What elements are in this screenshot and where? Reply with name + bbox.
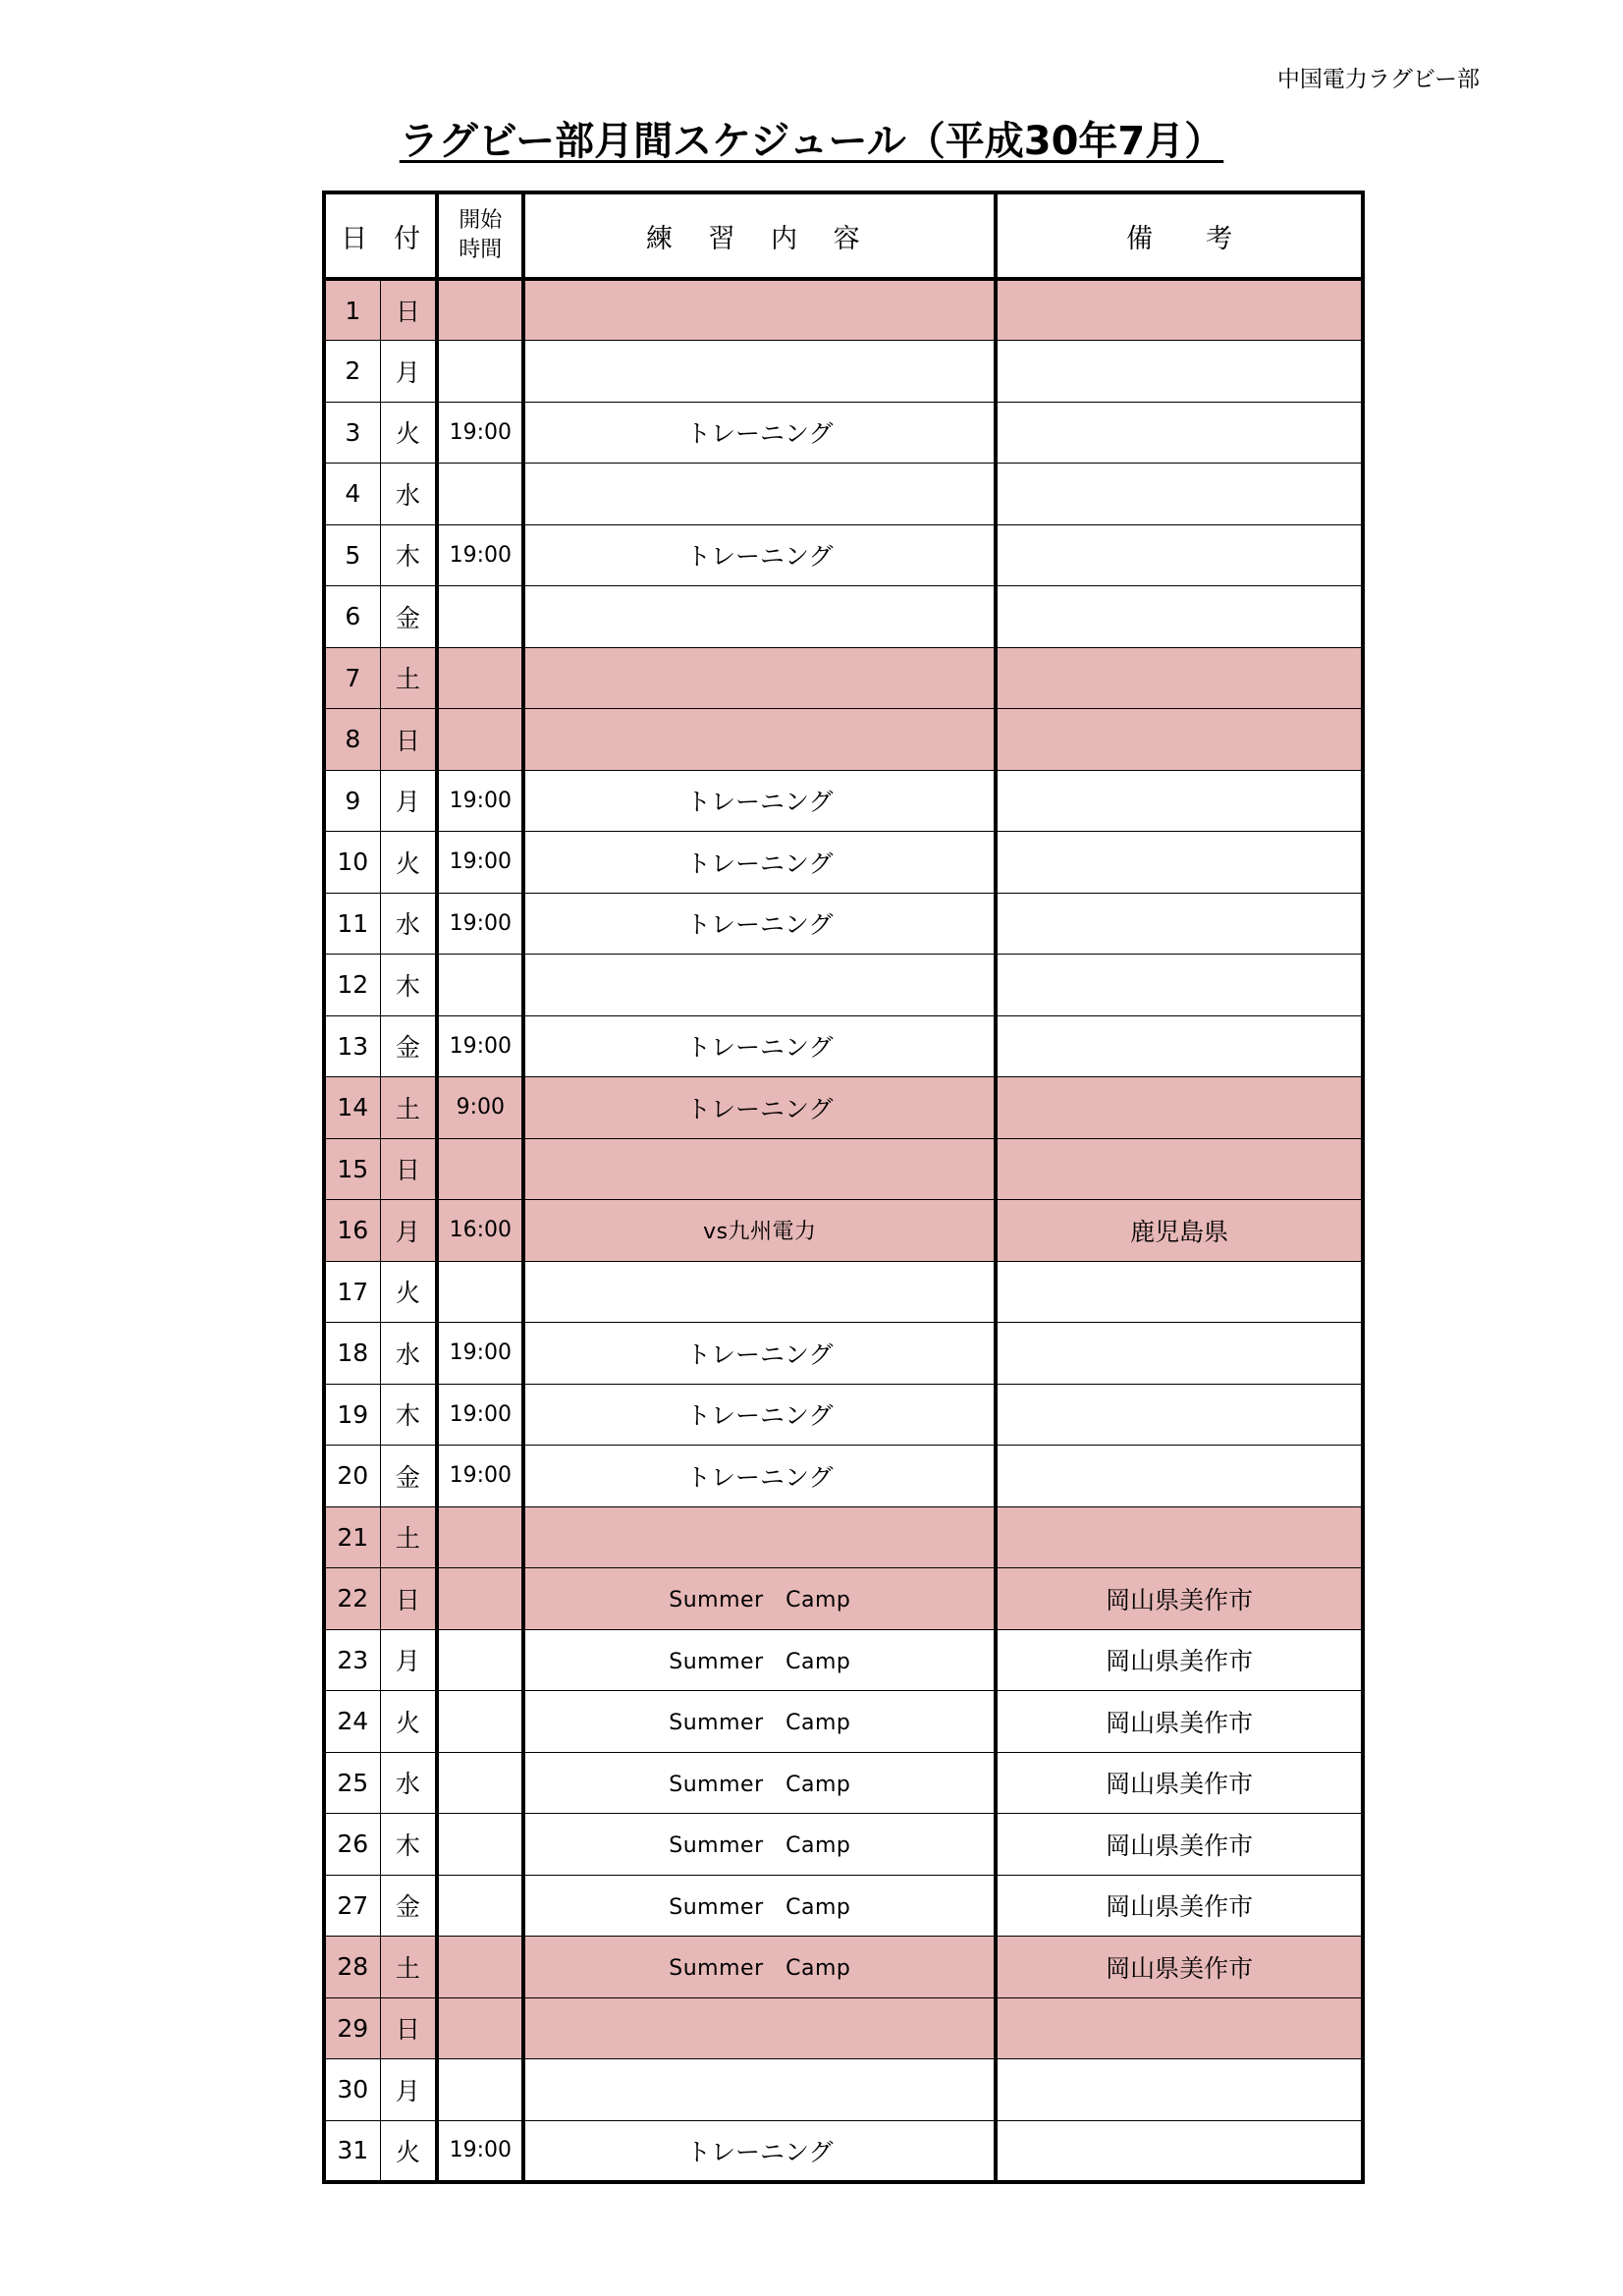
start-time-cell: 19:00: [437, 832, 523, 894]
table-row: [324, 1629, 1363, 1691]
content-cell: [523, 1138, 996, 1200]
note-cell: [996, 341, 1363, 403]
table-row: [324, 893, 1363, 955]
table-row: [324, 1691, 1363, 1753]
table-row: [324, 832, 1363, 894]
start-time-cell: 19:00: [437, 524, 523, 586]
start-time-cell: 19:00: [437, 770, 523, 832]
header-content: [523, 192, 996, 279]
note-cell: [996, 2059, 1363, 2121]
table-row: [324, 464, 1363, 525]
day-cell: 18: [324, 1323, 380, 1385]
day-cell: 9: [324, 770, 380, 832]
start-time-cell: [437, 1937, 523, 1998]
day-cell: 27: [324, 1875, 380, 1937]
day-cell: 25: [324, 1752, 380, 1814]
weekday-cell: 土: [380, 1506, 437, 1568]
header-date: 日 付: [324, 192, 437, 279]
day-cell: 20: [324, 1446, 380, 1507]
day-cell: 5: [324, 524, 380, 586]
table-row: [324, 770, 1363, 832]
start-time-cell: [437, 1138, 523, 1200]
weekday-cell: 月: [380, 341, 437, 403]
table-row: [324, 1752, 1363, 1814]
weekday-cell: 金: [380, 1875, 437, 1937]
header-content-label: 練 習 内 容: [645, 223, 874, 254]
content-cell: トレーニング: [523, 524, 996, 586]
table-row: [324, 402, 1363, 464]
day-cell: 30: [324, 2059, 380, 2121]
table-row: [324, 524, 1363, 586]
weekday-cell: 木: [380, 1814, 437, 1876]
content-cell: Summer Camp: [523, 1691, 996, 1753]
content-cell: [523, 647, 996, 709]
table-row: [324, 1261, 1363, 1323]
note-cell: [996, 1997, 1363, 2059]
content-cell: [523, 586, 996, 648]
note-cell: [996, 893, 1363, 955]
content-cell: vs九州電力: [523, 1200, 996, 1262]
organization-name: 中国電力ラグビー部: [1276, 67, 1480, 92]
weekday-cell: 水: [380, 464, 437, 525]
weekday-cell: 火: [380, 402, 437, 464]
start-time-cell: [437, 586, 523, 648]
content-cell: トレーニング: [523, 402, 996, 464]
weekday-cell: 火: [380, 832, 437, 894]
content-cell: [523, 464, 996, 525]
day-cell: 15: [324, 1138, 380, 1200]
content-cell: トレーニング: [523, 1384, 996, 1446]
note-cell: [996, 586, 1363, 648]
note-cell: [996, 1506, 1363, 1568]
start-time-cell: [437, 1568, 523, 1630]
note-cell: 岡山県美作市: [996, 1875, 1363, 1937]
note-cell: [996, 2120, 1363, 2182]
table-row: [324, 2120, 1363, 2182]
header-start-time-line1: 開始: [459, 208, 503, 233]
content-cell: Summer Camp: [523, 1875, 996, 1937]
weekday-cell: 水: [380, 1752, 437, 1814]
start-time-cell: [437, 709, 523, 771]
content-cell: トレーニング: [523, 1015, 996, 1077]
start-time-cell: [437, 341, 523, 403]
content-cell: [523, 2059, 996, 2121]
start-time-cell: [437, 1814, 523, 1876]
content-cell: トレーニング: [523, 832, 996, 894]
table-row: [324, 1077, 1363, 1139]
content-cell: [523, 955, 996, 1016]
content-cell: [523, 279, 996, 341]
table-row: [324, 647, 1363, 709]
weekday-cell: 月: [380, 1629, 437, 1691]
day-cell: 10: [324, 832, 380, 894]
weekday-cell: 火: [380, 1261, 437, 1323]
weekday-cell: 火: [380, 1691, 437, 1753]
table-row: [324, 2059, 1363, 2121]
start-time-cell: [437, 1261, 523, 1323]
table-row: [324, 1568, 1363, 1630]
weekday-cell: 日: [380, 1568, 437, 1630]
start-time-cell: [437, 464, 523, 525]
note-cell: 岡山県美作市: [996, 1568, 1363, 1630]
weekday-cell: 月: [380, 1200, 437, 1262]
note-cell: [996, 1015, 1363, 1077]
day-cell: 8: [324, 709, 380, 771]
page-title: [0, 110, 1623, 166]
day-cell: 17: [324, 1261, 380, 1323]
content-cell: トレーニング: [523, 1446, 996, 1507]
table-row: [324, 1506, 1363, 1568]
schedule-body: [324, 279, 1363, 2182]
note-cell: 岡山県美作市: [996, 1814, 1363, 1876]
weekday-cell: 水: [380, 1323, 437, 1385]
weekday-cell: 金: [380, 1015, 437, 1077]
weekday-cell: 金: [380, 1446, 437, 1507]
note-cell: [996, 770, 1363, 832]
content-cell: [523, 1261, 996, 1323]
day-cell: 4: [324, 464, 380, 525]
weekday-cell: 土: [380, 647, 437, 709]
table-row: [324, 341, 1363, 403]
start-time-cell: [437, 1629, 523, 1691]
content-cell: [523, 1506, 996, 1568]
header-start-time: [437, 192, 523, 279]
start-time-cell: 19:00: [437, 1384, 523, 1446]
day-cell: 19: [324, 1384, 380, 1446]
day-cell: 14: [324, 1077, 380, 1139]
note-cell: [996, 955, 1363, 1016]
day-cell: 12: [324, 955, 380, 1016]
day-cell: 26: [324, 1814, 380, 1876]
weekday-cell: 日: [380, 1997, 437, 2059]
day-cell: 23: [324, 1629, 380, 1691]
content-cell: Summer Camp: [523, 1814, 996, 1876]
day-cell: 1: [324, 279, 380, 341]
table-row: [324, 279, 1363, 341]
weekday-cell: 月: [380, 2059, 437, 2121]
start-time-cell: 19:00: [437, 2120, 523, 2182]
day-cell: 31: [324, 2120, 380, 2182]
start-time-cell: [437, 1752, 523, 1814]
header-row: [324, 192, 1363, 279]
content-cell: トレーニング: [523, 770, 996, 832]
table-row: [324, 1446, 1363, 1507]
weekday-cell: 火: [380, 2120, 437, 2182]
note-cell: [996, 832, 1363, 894]
note-cell: 鹿児島県: [996, 1200, 1363, 1262]
start-time-cell: 19:00: [437, 1446, 523, 1507]
page-title-text: ラグビー部月間スケジュール（平成30年7月）: [399, 119, 1224, 164]
start-time-cell: 19:00: [437, 893, 523, 955]
start-time-cell: [437, 1997, 523, 2059]
start-time-cell: 9:00: [437, 1077, 523, 1139]
weekday-cell: 水: [380, 893, 437, 955]
weekday-cell: 日: [380, 279, 437, 341]
table-row: [324, 1875, 1363, 1937]
table-row: [324, 1997, 1363, 2059]
note-cell: 岡山県美作市: [996, 1629, 1363, 1691]
schedule-table: [322, 191, 1365, 2184]
day-cell: 22: [324, 1568, 380, 1630]
content-cell: Summer Camp: [523, 1629, 996, 1691]
day-cell: 21: [324, 1506, 380, 1568]
table-row: [324, 1323, 1363, 1385]
weekday-cell: 月: [380, 770, 437, 832]
weekday-cell: 日: [380, 1138, 437, 1200]
weekday-cell: 金: [380, 586, 437, 648]
weekday-cell: 木: [380, 955, 437, 1016]
table-row: [324, 1200, 1363, 1262]
content-cell: Summer Camp: [523, 1937, 996, 1998]
header-start-time-line2: 時間: [459, 238, 503, 262]
weekday-cell: 土: [380, 1077, 437, 1139]
day-cell: 7: [324, 647, 380, 709]
start-time-cell: 19:00: [437, 402, 523, 464]
start-time-cell: 19:00: [437, 1323, 523, 1385]
table-row: [324, 1937, 1363, 1998]
weekday-cell: 日: [380, 709, 437, 771]
note-cell: [996, 524, 1363, 586]
table-row: [324, 1015, 1363, 1077]
table-row: [324, 1384, 1363, 1446]
content-cell: Summer Camp: [523, 1568, 996, 1630]
weekday-cell: 土: [380, 1937, 437, 1998]
note-cell: 岡山県美作市: [996, 1691, 1363, 1753]
weekday-cell: 木: [380, 524, 437, 586]
content-cell: [523, 341, 996, 403]
start-time-cell: [437, 1506, 523, 1568]
content-cell: トレーニング: [523, 2120, 996, 2182]
note-cell: [996, 1323, 1363, 1385]
note-cell: [996, 279, 1363, 341]
content-cell: トレーニング: [523, 1077, 996, 1139]
weekday-cell: 木: [380, 1384, 437, 1446]
start-time-cell: [437, 955, 523, 1016]
note-cell: [996, 1261, 1363, 1323]
start-time-cell: [437, 1691, 523, 1753]
note-cell: [996, 1384, 1363, 1446]
start-time-cell: 19:00: [437, 1015, 523, 1077]
note-cell: [996, 402, 1363, 464]
content-cell: Summer Camp: [523, 1752, 996, 1814]
day-cell: 6: [324, 586, 380, 648]
day-cell: 11: [324, 893, 380, 955]
day-cell: 28: [324, 1937, 380, 1998]
content-cell: [523, 709, 996, 771]
day-cell: 3: [324, 402, 380, 464]
note-cell: [996, 1138, 1363, 1200]
table-row: [324, 955, 1363, 1016]
start-time-cell: [437, 1875, 523, 1937]
note-cell: [996, 464, 1363, 525]
note-cell: 岡山県美作市: [996, 1752, 1363, 1814]
content-cell: トレーニング: [523, 893, 996, 955]
start-time-cell: [437, 279, 523, 341]
note-cell: [996, 709, 1363, 771]
header-notes: 備 考: [996, 192, 1363, 279]
note-cell: [996, 1446, 1363, 1507]
content-cell: [523, 1997, 996, 2059]
table-row: [324, 586, 1363, 648]
table-row: [324, 709, 1363, 771]
day-cell: 29: [324, 1997, 380, 2059]
content-cell: トレーニング: [523, 1323, 996, 1385]
day-cell: 16: [324, 1200, 380, 1262]
day-cell: 13: [324, 1015, 380, 1077]
table-row: [324, 1814, 1363, 1876]
start-time-cell: 16:00: [437, 1200, 523, 1262]
start-time-cell: [437, 2059, 523, 2121]
note-cell: 岡山県美作市: [996, 1937, 1363, 1998]
start-time-cell: [437, 647, 523, 709]
day-cell: 2: [324, 341, 380, 403]
schedule-header: [324, 192, 1363, 279]
note-cell: [996, 1077, 1363, 1139]
note-cell: [996, 647, 1363, 709]
day-cell: 24: [324, 1691, 380, 1753]
table-row: [324, 1138, 1363, 1200]
